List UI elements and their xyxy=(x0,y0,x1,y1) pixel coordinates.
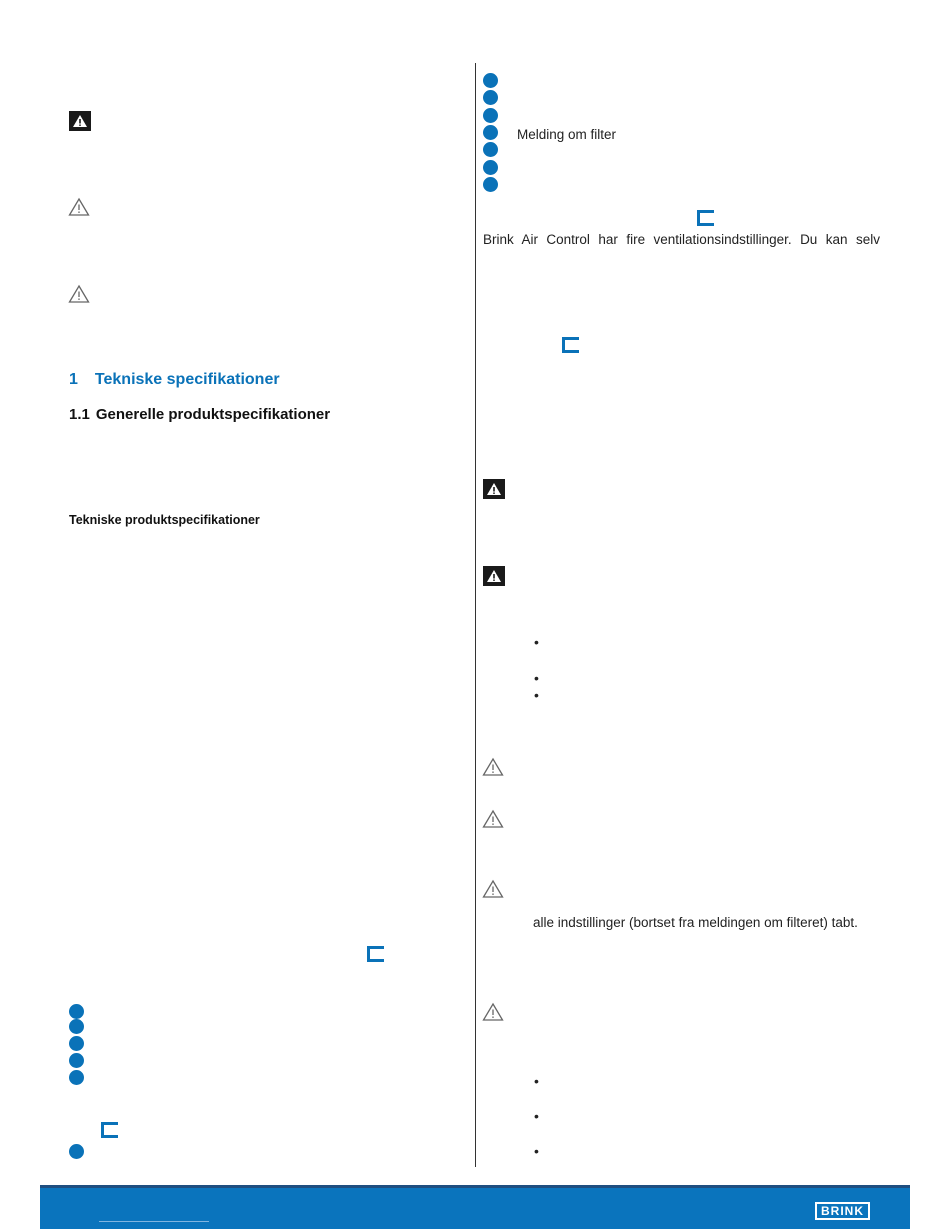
blue-bullet-icon xyxy=(69,1070,84,1085)
table-caption: Tekniske produktspecifikationer xyxy=(69,513,260,527)
reset-note-text: alle indstillinger (bortset fra meldingen om filteret) tabt. xyxy=(533,915,858,930)
section-number: 1 xyxy=(69,371,78,388)
bullet-point: • xyxy=(534,687,539,703)
bracket-icon xyxy=(697,210,711,226)
bullet-point: • xyxy=(534,670,539,686)
blue-bullet-icon xyxy=(483,90,498,105)
subsection-number: 1.1 xyxy=(69,406,90,423)
blue-bullet-icon xyxy=(483,73,498,88)
subsection-heading xyxy=(69,406,330,423)
column-divider xyxy=(475,63,476,1167)
bullet-point: • xyxy=(534,1143,539,1159)
filter-notice-text: Melding om filter xyxy=(517,127,617,142)
warning-outline-icon xyxy=(482,1002,504,1022)
bullet-point: • xyxy=(534,634,539,650)
blue-bullet-icon xyxy=(483,125,498,140)
warning-filled-icon xyxy=(483,479,505,499)
blue-bullet-icon xyxy=(483,160,498,175)
blue-bullet-icon xyxy=(69,1036,84,1051)
warning-filled-icon xyxy=(69,111,91,131)
bracket-icon xyxy=(562,337,576,353)
blue-bullet-icon xyxy=(69,1144,84,1159)
warning-outline-icon xyxy=(482,757,504,777)
warning-filled-icon xyxy=(483,566,505,586)
blue-bullet-icon xyxy=(483,177,498,192)
footer-link[interactable] xyxy=(99,1221,209,1222)
subsection-title: Generelle produktspecifikationer xyxy=(95,406,331,423)
bullet-point: • xyxy=(534,1108,539,1124)
blue-bullet-icon xyxy=(483,142,498,157)
blue-bullet-icon xyxy=(69,1053,84,1068)
bullet-point: • xyxy=(534,1073,539,1089)
brink-logo: BRINK xyxy=(815,1202,870,1220)
warning-outline-icon xyxy=(68,284,90,304)
blue-bullet-icon xyxy=(69,1019,84,1034)
blue-bullet-icon xyxy=(483,108,498,123)
section-title: Tekniske specifikationer xyxy=(94,371,280,388)
page-footer xyxy=(40,1185,910,1229)
bracket-icon xyxy=(101,1122,115,1138)
blue-bullet-icon xyxy=(69,1004,84,1019)
warning-outline-icon xyxy=(482,879,504,899)
section-heading xyxy=(69,371,280,389)
warning-outline-icon xyxy=(68,197,90,217)
bracket-icon xyxy=(367,946,381,962)
warning-outline-icon xyxy=(482,809,504,829)
intro-paragraph: Brink Air Control har fire ventilationsindstillinger. Du kan selv xyxy=(483,232,880,247)
